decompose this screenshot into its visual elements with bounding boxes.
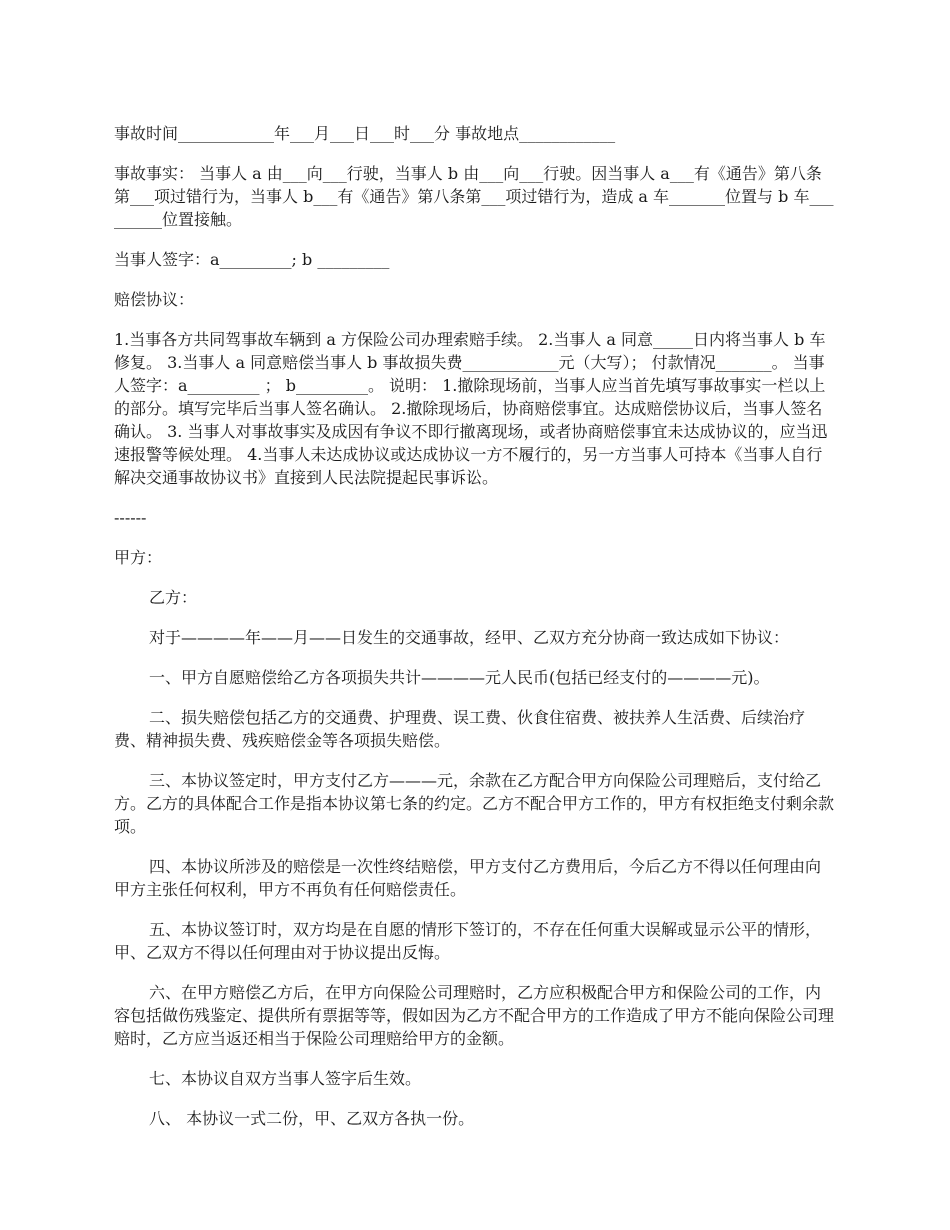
accident-time-line: 事故时间____________年___月___日___时___分 事故地点____________ — [114, 124, 616, 143]
document-page — [114, 122, 836, 1130]
clause-5: 五、本协议签订时，双方均是在自愿的情形下签订的，不存在任何重大误解或显示公平的情形，甲、乙双方不得以任何理由对于协议提出反悔。 — [114, 920, 822, 962]
clause-8: 八、 本协议一式二份，甲、乙双方各执一份。 — [149, 1109, 475, 1128]
contract-intro: 对于————年——月——日发生的交通事故，经甲、乙双方充分协商一致达成如下协议： — [149, 628, 790, 647]
clause-3: 三、本协议签定时，甲方支付乙方———元，余款在乙方配合甲方向保险公司理赔后，支付给乙方。乙方的具体配合工作是指本协议第七条的约定。乙方不配合甲方工作的，甲方有权拒绝支付剩余款项。 — [114, 771, 835, 836]
separator: ------ — [114, 508, 147, 527]
party-a: 甲方： — [114, 548, 163, 567]
compensation-title: 赔偿协议： — [114, 290, 195, 309]
clause-2: 二、损失赔偿包括乙方的交通费、护理费、误工费、伙食住宿费、被扶养人生活费、后续治疗费、精神损失费、残疾赔偿金等各项损失赔偿。 — [114, 708, 806, 750]
clause-6: 六、在甲方赔偿乙方后，在甲方向保险公司理赔时，乙方应积极配合甲方和保险公司的工作，内容包括做伤残鉴定、提供所有票据等等，假如因为乙方不配合甲方的工作造成了甲方不能向保险公司理赔时，乙方应当返还相当于保险公司理赔给甲方的金额。 — [114, 983, 835, 1048]
clause-4: 四、本协议所涉及的赔偿是一次性终结赔偿，甲方支付乙方费用后，今后乙方不得以任何理由向甲方主张任何权利，甲方不再负有任何赔偿责任。 — [114, 857, 822, 899]
party-b: 乙方： — [149, 588, 198, 607]
clause-1: 一、甲方自愿赔偿给乙方各项损失共计————元人民币(包括已经支付的————元)。 — [149, 668, 770, 687]
agreement-body: 1.当事各方共同驾事故车辆到 a 方保险公司办理索赔手续。 2.当事人 a 同意_____日内将当事人 b 车修复。 3.当事人 a 同意赔偿当事人 b 事故损失费____________元（大写）； 付款情况_______。 当事人签字：a_________ ； b_________。 说明： 1.撤除现场前，当事人应当首先填写事故事实一栏以上的部分。填写完毕后当事人签名确认。 2.撤除现场后，协商赔偿事宜。达成赔偿协议后，当事人签名确认。 3. 当事人对事故事实及成因有争议不即行撤离现场，或者协商赔偿事宜未达成协议的，应当迅速报警等候处理。 4.当事人未达成协议或达成协议一方不履行的，另一方当事人可持本《当事人自行解决交通事故协议书》直接到人民法院提起民事诉讼。 — [114, 330, 828, 487]
clause-7: 七、本协议自双方当事人签字后生效。 — [149, 1069, 422, 1088]
accident-facts: 事故事实： 当事人 a 由___向___行驶，当事人 b 由___向___行驶。因当事人 a___有《通告》第八条第___项过错行为，当事人 b___有《通告》第八条第___项过错行为，造成 a 车_______位置与 b 车_________位置接触。 — [114, 164, 834, 229]
signature-line: 当事人签字：a_________; b _________ — [114, 250, 390, 269]
